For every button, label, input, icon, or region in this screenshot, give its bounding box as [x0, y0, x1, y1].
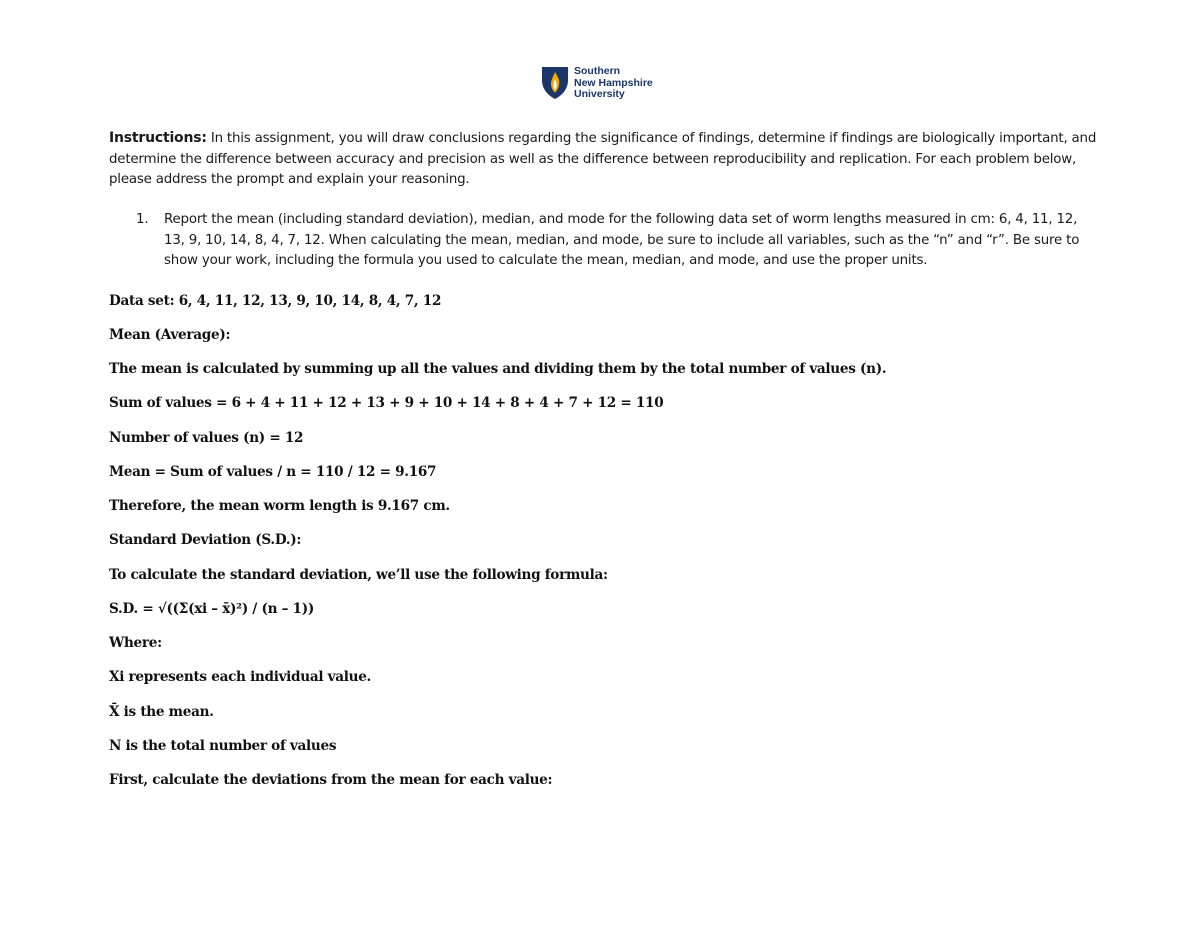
question-number: 1. — [136, 212, 149, 227]
mean-line: Mean = Sum of values / n = 110 / 12 = 9.167 — [109, 464, 437, 480]
sd-heading: Standard Deviation (S.D.): — [109, 532, 302, 548]
mean-explanation: The mean is calculated by summing up all the values and dividing them by the total number of values (n). — [109, 361, 887, 377]
xi-definition: Xi represents each individual value. — [109, 669, 371, 685]
mean-heading: Mean (Average): — [109, 327, 231, 343]
logo-line-1: Southern — [574, 65, 621, 77]
logo-line-3: University — [574, 88, 625, 100]
sd-intro: To calculate the standard deviation, we’ll use the following formula: — [109, 567, 608, 583]
mean-conclusion: Therefore, the mean worm length is 9.167 cm. — [109, 498, 450, 514]
flame-shield-icon — [540, 66, 570, 100]
xbar-definition: X̄ is the mean. — [109, 704, 214, 720]
instructions-paragraph — [109, 128, 1099, 191]
question-1 — [136, 210, 1096, 272]
logo-line-2: New Hampshire — [574, 76, 653, 89]
instructions-body: In this assignment, you will draw conclusions regarding the significance of findings, determine if findings are biologically important, and determine the difference between accuracy and precision as well as the difference between reproducibility and replication. For each problem below, please address the prompt and explain your reasoning. — [109, 131, 1097, 187]
sum-line: Sum of values = 6 + 4 + 11 + 12 + 13 + 9 + 10 + 14 + 8 + 4 + 7 + 12 = 110 — [109, 395, 664, 411]
n-definition: N is the total number of values — [109, 738, 337, 754]
where-label: Where: — [109, 635, 162, 651]
instructions-label: Instructions: — [109, 130, 207, 146]
logo-wordmark — [574, 66, 653, 101]
question-text: Report the mean (including standard deviation), median, and mode for the following data set of worm lengths measured in cm: 6, 4, 11, 12, 13, 9, 10, 14, 8, 4, 7, 12. When calculating the mean, median, and mode, be sure to include all variables, such as the “n” and “r”. Be sure to show your work, including the formula you used to calculate the mean, median, and mode, and use the proper units. — [164, 212, 1080, 268]
snhu-logo — [540, 66, 653, 101]
n-line: Number of values (n) = 12 — [109, 430, 304, 446]
data-set-line: Data set: 6, 4, 11, 12, 13, 9, 10, 14, 8, 4, 7, 12 — [109, 293, 442, 309]
first-step-line: First, calculate the deviations from the mean for each value: — [109, 772, 553, 788]
sd-formula: S.D. = √((Σ(xi – x̄)²) / (n – 1)) — [109, 601, 314, 617]
